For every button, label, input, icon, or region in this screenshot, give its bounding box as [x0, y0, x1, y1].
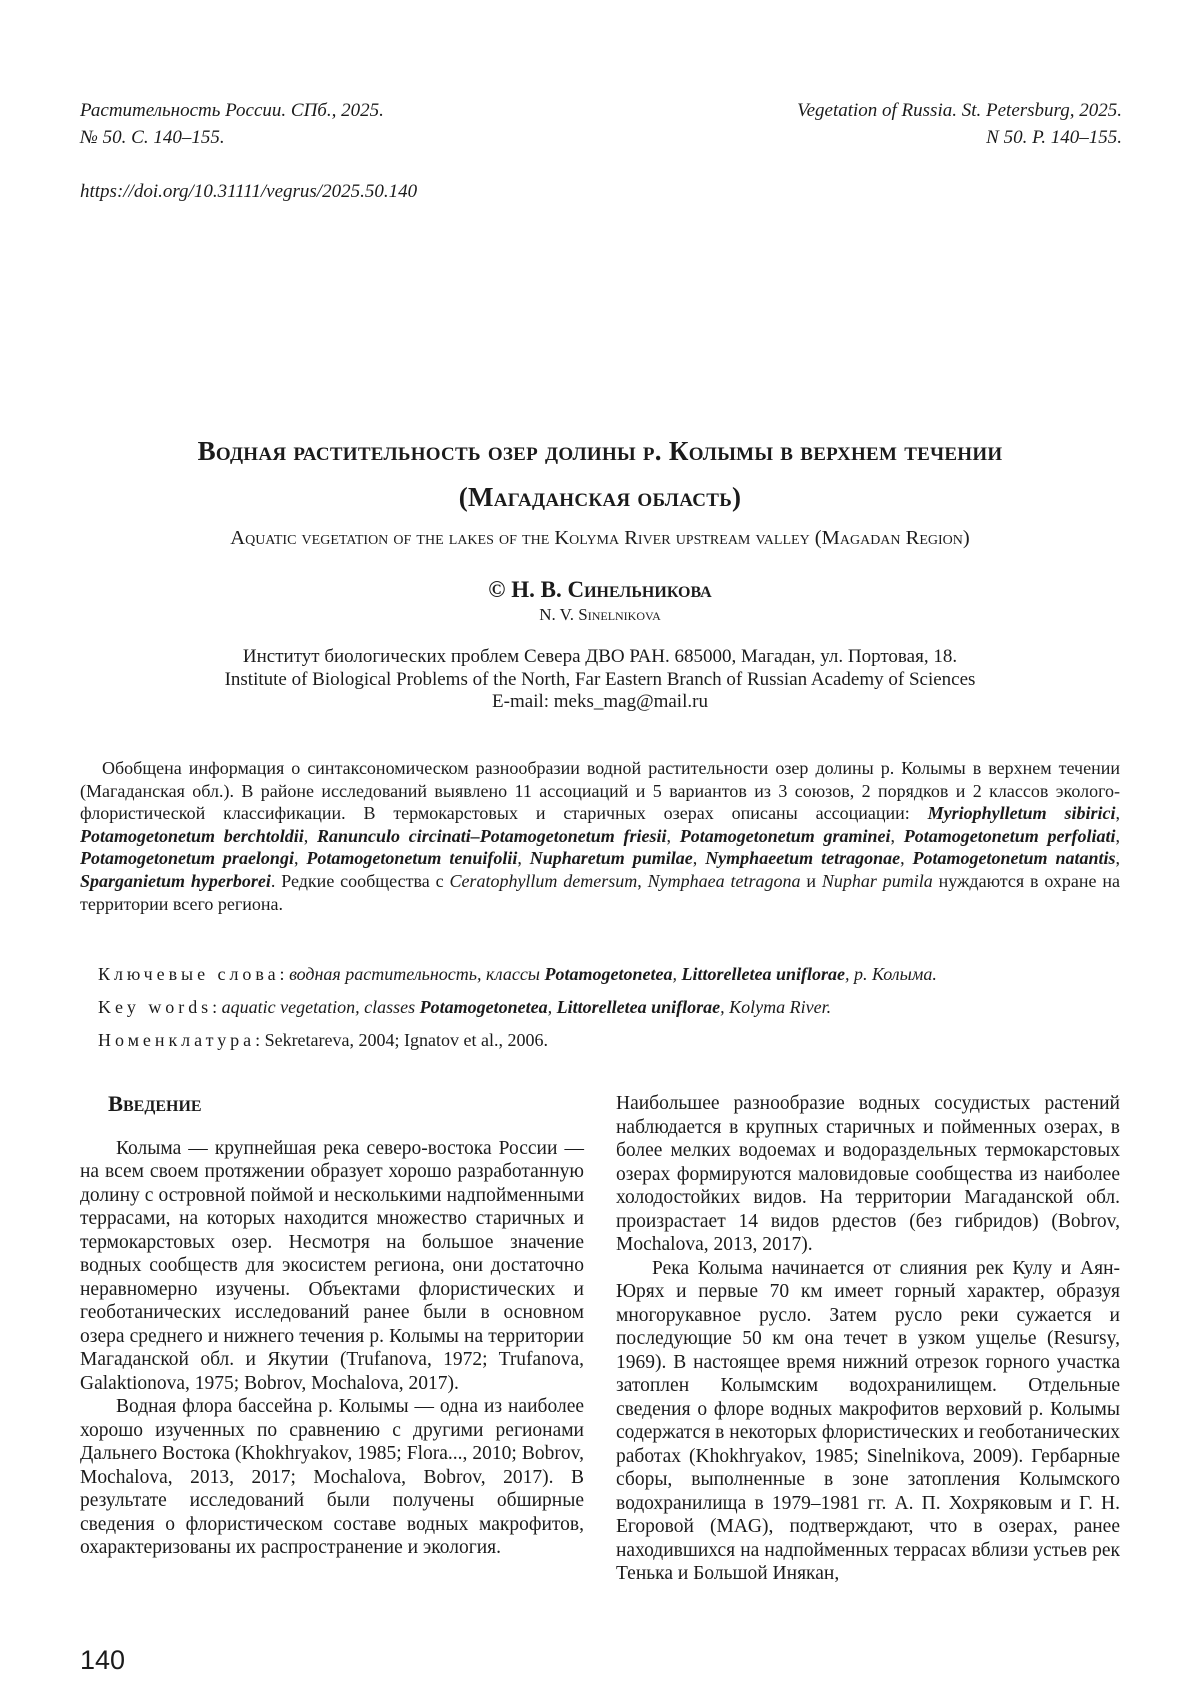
intro-paragraph-1: Колыма — крупнейшая река северо-востока России — на всем своем протяжении образует хорошо разработанную долину с островной поймой и несколькими надпойменными террасами, на которых находится множество старичных и термокарстовых озер. Несмотря на большое значение водных сообществ для экосистем региона, они достаточно неравномерно изучены. Объектами флористических и геоботанических исследований ранее были в основном озера среднего и нижнего течения р. Колымы на территории Магаданской обл. и Якутии (Trufanova, 1972; Trufanova, Galaktionova, 1975; Bobrov, Mochalova, 2017). [80, 1137, 584, 1394]
journal-ref-ru-line2: № 50. С. 140–155. [80, 127, 225, 148]
keywords-en-label: Key words [98, 997, 213, 1017]
nomenclature-label: Номенклатура [98, 1030, 256, 1050]
doi-link[interactable]: https://doi.org/10.31111/vegrus/2025.50.140 [80, 181, 418, 202]
section-heading-introduction: Введение [108, 1091, 202, 1116]
keywords-en-text: : aquatic vegetation, classes Potamogetonetea, Littorelletea uniflorae, Kolyma River. [212, 997, 832, 1017]
journal-ref-ru [80, 97, 384, 151]
keywords-ru [80, 963, 1120, 985]
affiliation-en: Institute of Biological Problems of the North, Far Eastern Branch of Russian Academy of Sciences [224, 668, 976, 690]
intro-paragraph-4: Река Колыма начинается от слияния рек Кулу и Аян-Юрях и первые 70 км имеет горный характер, образуя многорукавное русло. Затем русло реки сужается и последующие 50 км она течет в узком ущелье (Resursy, 1969). В настоящее время нижний отрезок горного участка затоплен Колымским водохранилищем. Отдельные сведения о флоре водных макрофитов верховий р. Колымы содержатся в некоторых флористических и геоботанических работах (Khokhryakov, 1985; Sinelnikova, 2009). Гербарные сборы, выполненные в зоне затопления Колымского водохранилища в 1979–1981 гг. А. П. Хохряковым и Г. Н. Егоровой (MAG), подтверждают, что в озерах, ранее находившихся на надпойменных террасах вблизи устьев рек Тенька и Большой Инякан, [616, 1257, 1120, 1584]
article-title-ru-line1: Водная растительность озер долины р. Колымы в верхнем течении [197, 436, 1003, 466]
journal-ref-en [797, 97, 1122, 151]
intro-paragraph-2: Водная флора бассейна р. Колымы — одна из наиболее хорошо изученных по сравнению с другими регионами Дальнего Востока (Khokhryakov, 1985; Flora..., 2010; Bobrov, Mochalova, 2013, 2017; Mochalova, Bobrov, 2017). В результате исследований были получены обширные сведения о флористическом составе водных макрофитов, охарактеризованы их распространение и экология. [80, 1396, 584, 1558]
title-block [80, 428, 1120, 714]
journal-header [80, 97, 1122, 151]
left-column [80, 1092, 584, 1586]
nomenclature [80, 1029, 1120, 1051]
page-number: 140 [80, 1645, 126, 1675]
body-columns [80, 1092, 1120, 1586]
email-link[interactable]: E-mail: meks_mag@mail.ru [492, 691, 708, 712]
article-title-ru-line2: (Магаданская область) [458, 482, 742, 512]
article-title-en: Aquatic vegetation of the lakes of the Kolyma River upstream valley (Magadan Region) [230, 527, 970, 549]
keywords-en [80, 996, 1120, 1018]
journal-ref-en-line1: Vegetation of Russia. St. Petersburg, 2025. [797, 100, 1122, 121]
author-name-en: N. V. Sinelnikova [539, 605, 661, 624]
affiliation-block [80, 646, 1120, 714]
journal-ref-en-line2: N 50. P. 140–155. [986, 127, 1122, 148]
author-name-ru: © Н. В. Синельникова [488, 577, 712, 602]
keywords-ru-label: Ключевые слова [98, 964, 280, 984]
abstract-text: Обобщена информация о синтаксономическом разнообразии водной растительности озер долины р. Колымы в верхнем течении (Магаданская обл.). В районе исследований выявлено 11 ассоциаций и 5 вариантов из 3 союзов, 2 порядков и 2 классов эколого-флористической классификации. В термокарстовых и старичных озерах описаны ассоциации: Myriophylletum sibirici, Potamogetonetum berchtoldii, Ranunculo circinati–Potamogetonetum friesii, Potamogetonetum graminei, Potamogetonetum perfoliati, Potamogetonetum praelongi, Potamogetonetum tenuifolii, Nupharetum pumilae, Nymphaeetum tetragonae, Potamogetonetum natantis, Sparganietum hyperborei. Редкие сообщества с Ceratophyllum demersum, Nymphaea tetragona и Nuphar pumila нуждаются в охране на территории всего региона. [80, 758, 1121, 914]
intro-paragraph-3: Наибольшее разнообразие водных сосудистых растений наблюдается в крупных старичных и пойменных озерах, в более мелких водоемах и водораздельных термокарстовых озерах формируются маловидовые сообщества из наиболее холодостойких видов. На территории Магаданской обл. произрастает 14 видов рдестов (без гибридов) (Bobrov, Mochalova, 2013, 2017). [616, 1093, 1120, 1255]
journal-ref-ru-line1: Растительность России. СПб., 2025. [80, 100, 384, 121]
keywords-ru-text: : водная растительность, классы Potamogetonetea, Littorelletea uniflorae, р. Колыма. [279, 964, 937, 984]
nomenclature-text: : Sekretareva, 2004; Ignatov et al., 2006. [255, 1030, 548, 1050]
affiliation-ru: Институт биологических проблем Севера ДВО РАН. 685000, Магадан, ул. Портовая, 18. [242, 646, 958, 667]
right-column [616, 1092, 1120, 1586]
keywords-block [80, 963, 1120, 1062]
